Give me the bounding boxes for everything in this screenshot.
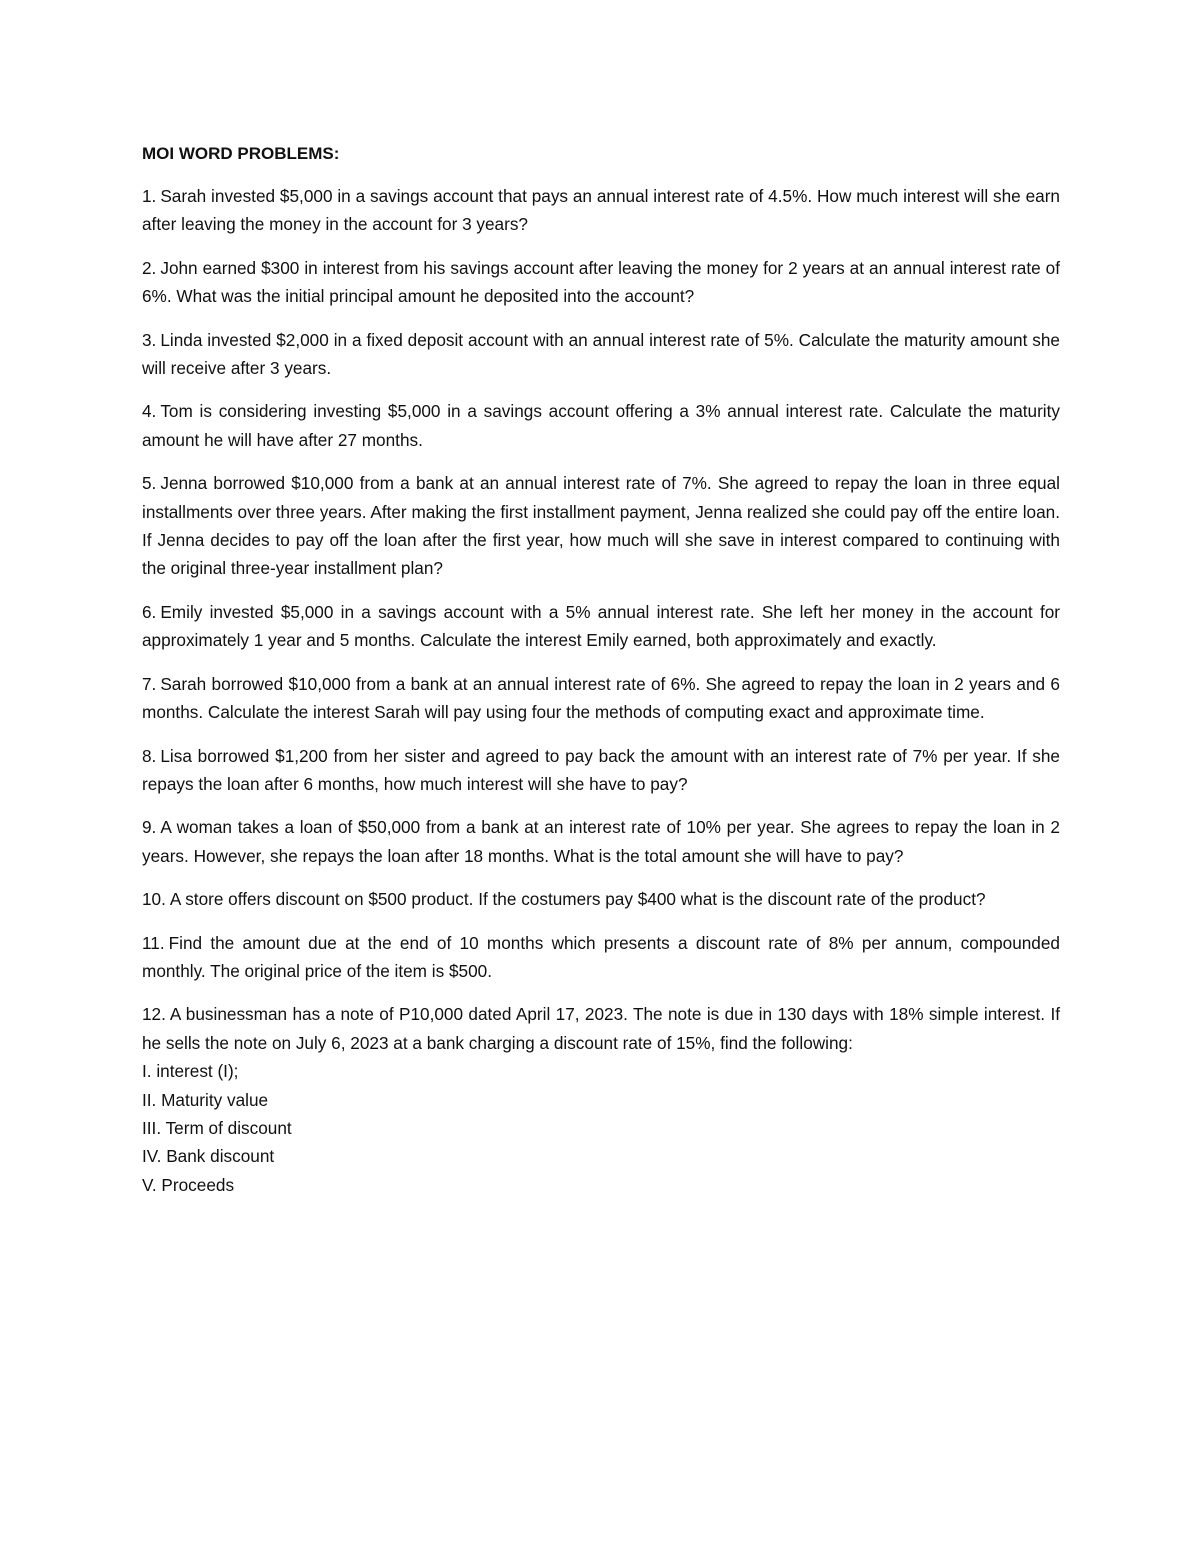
problem-10	[142, 885, 1060, 913]
problem-number: 6.	[142, 601, 157, 622]
problem-number: 11.	[142, 932, 165, 953]
problem-text: Lisa borrowed $1,200 from her sister and agreed to pay back the amount with an interest rate of 7% per year. If she repays the loan after 6 months, how much interest will she have to pay?	[142, 745, 1060, 794]
problem-4	[142, 397, 1060, 454]
problem-6	[142, 598, 1060, 655]
document-page	[142, 140, 1060, 1199]
problem-3	[142, 326, 1060, 383]
problem-text: Tom is considering investing $5,000 in a savings account offering a 3% annual interest rate. Calculate the maturity amount he will have after 27 months.	[142, 401, 1060, 450]
problem-number: 12.	[142, 1004, 166, 1025]
problem-number: 10.	[142, 889, 166, 910]
problem-text: Find the amount due at the end of 10 months which presents a discount rate of 8% per annum, compounded monthly. The original price of the item is $500.	[142, 932, 1060, 981]
problem-text: Jenna borrowed $10,000 from a bank at an annual interest rate of 7%. She agreed to repay the loan in three equal installments over three years. After making the first installment payment, Jenna realized she could pay off the entire loan. If Jenna decides to pay off the loan after the first year, how much will she save in interest compared to continuing with the original three-year installment plan?	[142, 473, 1060, 579]
problem-11	[142, 929, 1060, 986]
sub-item: II. Maturity value	[142, 1089, 269, 1110]
problem-5	[142, 469, 1060, 583]
problem-2	[142, 254, 1060, 311]
problem-text: Emily invested $5,000 in a savings account with a 5% annual interest rate. She left her money in the account for approximately 1 year and 5 months. Calculate the interest Emily earned, both approximately and exactly.	[142, 601, 1060, 651]
problem-text: A businessman has a note of P10,000 dated April 17, 2023. The note is due in 130 days with 18% simple interest. If he sells the note on July 6, 2023 at a bank charging a discount rate of 15%, find the following:	[142, 1004, 1060, 1053]
problem-text: John earned $300 in interest from his savings account after leaving the money for 2 years at an annual interest rate of 6%. What was the initial principal amount he deposited into the account?	[142, 257, 1060, 307]
sub-item: I. interest (I);	[142, 1061, 239, 1082]
problem-8	[142, 742, 1060, 799]
problem-text: Sarah borrowed $10,000 from a bank at an annual interest rate of 6%. She agreed to repay the loan in 2 years and 6 months. Calculate the interest Sarah will pay using four the methods of computing exact and approximate time.	[142, 673, 1060, 723]
problem-number: 7.	[142, 673, 157, 694]
problem-7	[142, 670, 1060, 727]
problem-12-sub-list	[142, 1057, 1060, 1199]
problem-9	[142, 813, 1060, 870]
problem-number: 5.	[142, 473, 157, 494]
problem-number: 9.	[142, 817, 157, 838]
problem-text: Linda invested $2,000 in a fixed deposit account with an annual interest rate of 5%. Calculate the maturity amount she will receive after 3 years.	[142, 329, 1060, 379]
problem-1	[142, 182, 1060, 239]
sub-item: IV. Bank discount	[142, 1146, 275, 1167]
problem-number: 1.	[142, 186, 157, 206]
problem-12	[142, 1000, 1060, 1057]
problem-text: A woman takes a loan of $50,000 from a bank at an interest rate of 10% per year. She agrees to repay the loan in 2 years. However, she repays the loan after 18 months. What is the total amount she will have to pay?	[142, 817, 1060, 866]
problem-number: 8.	[142, 745, 157, 766]
sub-item: V. Proceeds	[142, 1174, 235, 1195]
sub-item: III. Term of discount	[142, 1117, 292, 1138]
problem-number: 2.	[142, 257, 157, 278]
document-heading: MOI WORD PROBLEMS:	[142, 144, 340, 163]
problem-number: 3.	[142, 329, 157, 350]
problem-text: A store offers discount on $500 product. If the costumers pay $400 what is the discount rate of the product?	[169, 889, 986, 910]
problem-number: 4.	[142, 401, 157, 422]
problem-text: Sarah invested $5,000 in a savings account that pays an annual interest rate of 4.5%. How much interest will she earn after leaving the money in the account for 3 years?	[142, 186, 1060, 235]
